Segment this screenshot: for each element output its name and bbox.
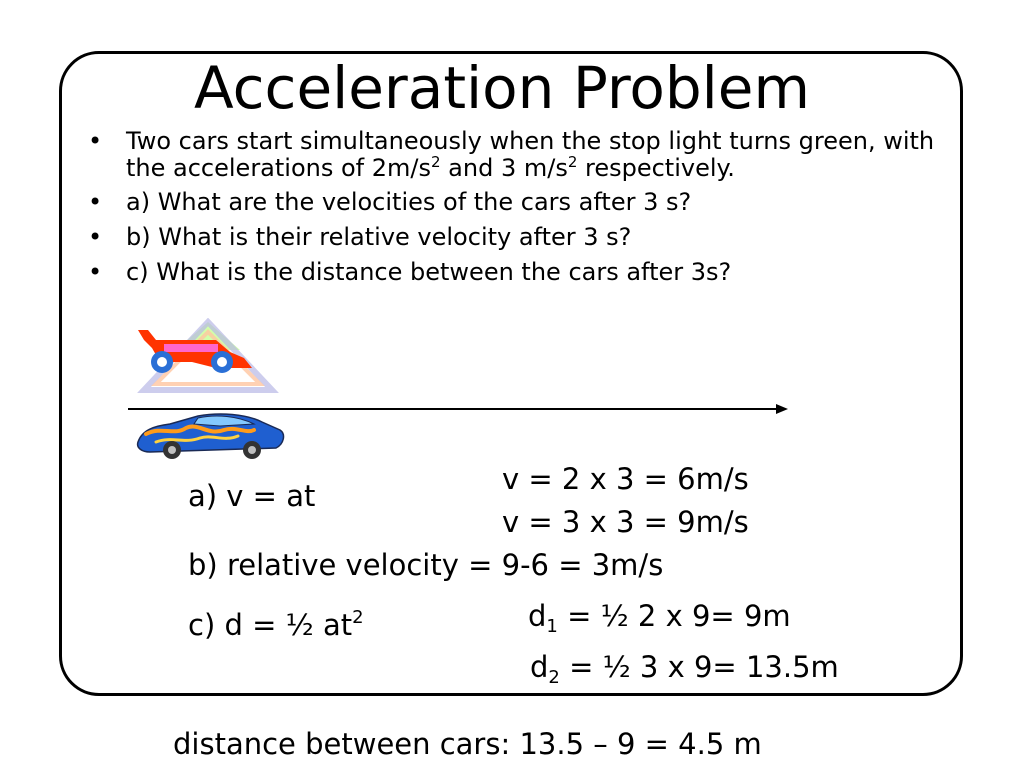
answer-c-formula xyxy=(188,607,364,643)
bullet-dot: • xyxy=(88,258,103,286)
d-symbol: d xyxy=(528,599,547,633)
answer-a-formula: a) v = at xyxy=(188,479,316,513)
question-a-text: a) What are the velocities of the cars after 3 s? xyxy=(126,188,692,216)
bullet-problem-statement xyxy=(88,128,938,182)
race-car-clipart xyxy=(138,322,272,390)
slide-title: Acceleration Problem xyxy=(194,54,810,122)
bullet-dot: • xyxy=(88,223,103,251)
d-subscript: 1 xyxy=(546,616,558,637)
distance-between-cars: distance between cars: 13.5 – 9 = 4.5 m xyxy=(173,727,762,761)
d-symbol: d xyxy=(530,650,549,684)
formula-exponent: 2 xyxy=(352,607,364,628)
problem-text-1: Two cars start simultaneously when the stop light turns green, with the accelerations of 2m/s xyxy=(126,127,935,182)
answer-a-velocity-2: v = 3 x 3 = 9m/s xyxy=(502,505,749,539)
bullet-question-b xyxy=(88,223,938,251)
sports-car-clipart xyxy=(138,414,284,459)
d-equation: = ½ 2 x 9= 9m xyxy=(557,599,791,633)
right-arrow xyxy=(128,404,788,414)
question-c-text: c) What is the distance between the cars after 3s? xyxy=(126,258,732,286)
bullet-question-c xyxy=(88,258,938,286)
d-equation: = ½ 3 x 9= 13.5m xyxy=(559,650,839,684)
exponent: 2 xyxy=(567,153,578,171)
problem-text-2: and 3 m/s xyxy=(440,154,568,182)
d-subscript: 2 xyxy=(548,667,560,688)
question-list xyxy=(88,128,938,293)
problem-text-3: respectively. xyxy=(577,154,735,182)
bullet-question-a xyxy=(88,188,938,216)
exponent: 2 xyxy=(431,153,441,171)
answer-a-velocity-1: v = 2 x 3 = 6m/s xyxy=(502,462,749,496)
bullet-dot: • xyxy=(88,127,103,155)
question-b-text: b) What is their relative velocity after 3 s? xyxy=(126,223,632,251)
answer-b-relative-velocity: b) relative velocity = 9-6 = 3m/s xyxy=(188,548,664,582)
formula-text: c) d = ½ at xyxy=(188,608,353,642)
answer-c-distance-2 xyxy=(530,649,839,688)
cars-diagram xyxy=(120,318,800,468)
answer-c-distance-1 xyxy=(528,598,791,637)
bullet-dot: • xyxy=(88,188,103,216)
